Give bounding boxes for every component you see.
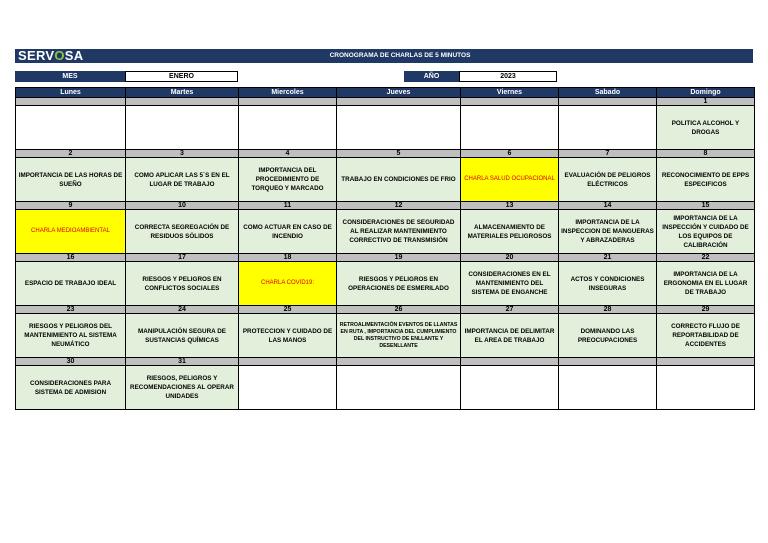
day-number: 7 [559,150,657,158]
day-number: 23 [16,306,126,314]
empty-cell [559,366,657,410]
topic-row [16,262,755,306]
day-number: 18 [239,254,337,262]
day-number: 8 [657,150,755,158]
empty-cell [239,106,337,150]
topic-cell: CORRECTO FLUJO DE REPORTABILIDAD DE ACCIDENTES [657,314,755,358]
logo-text-start: SERV [18,48,55,63]
empty-cell [657,366,755,410]
topic-cell: CHARLA SALUD OCUPACIONAL [461,158,559,202]
weekday-header: Jueves [337,88,461,98]
day-number: 9 [16,202,126,210]
weekday-header-row [16,88,755,98]
day-number [337,358,461,366]
topic-row [16,366,755,410]
day-number [461,358,559,366]
day-number: 15 [657,202,755,210]
weekday-header: Sabado [559,88,657,98]
day-number [657,358,755,366]
day-number: 20 [461,254,559,262]
empty-cell [461,106,559,150]
day-number: 25 [239,306,337,314]
day-number: 16 [16,254,126,262]
day-number [559,358,657,366]
day-number: 2 [16,150,126,158]
day-number: 26 [337,306,461,314]
topic-cell: POLITICA ALCOHOL Y DROGAS [657,106,755,150]
calendar-table [15,87,755,410]
day-number-row [16,254,755,262]
topic-cell: DOMINANDO LAS PREOCUPACIONES [559,314,657,358]
topic-cell: IMPORTANCIA DE LAS HORAS DE SUEÑO [16,158,126,202]
day-number: 5 [337,150,461,158]
topic-cell: PROTECCION Y CUIDADO DE LAS MANOS [239,314,337,358]
weekday-header: Lunes [16,88,126,98]
day-number: 12 [337,202,461,210]
topic-cell: IMPORTANCIA DE LA INSPECCION DE MANGUERAS Y ABRAZADERAS [559,210,657,254]
topic-cell: IMPORTANCIA DE LA INSPECCIÓN Y CUIDADO DE LOS EQUIPOS DE CALIBRACIÓN [657,210,755,254]
topic-cell: COMO ACTUAR EN CASO DE INCENDIO [239,210,337,254]
day-number: 24 [126,306,239,314]
day-number [239,358,337,366]
topic-cell: ESPACIO DE TRABAJO IDEAL [16,262,126,306]
day-number: 27 [461,306,559,314]
empty-cell [337,366,461,410]
day-number [461,98,559,106]
empty-cell [337,106,461,150]
topic-cell: IMPORTANCIA DE DELIMITAR EL AREA DE TRABAJO [461,314,559,358]
day-number-row [16,202,755,210]
topic-cell: IMPORTANCIA DEL PROCEDIMIENTO DE TORQUEO Y MARCADO [239,158,337,202]
logo-text-end: SA [64,48,84,63]
day-number: 3 [126,150,239,158]
topic-cell: RIESGOS Y PELIGROS EN CONFLICTOS SOCIALES [126,262,239,306]
empty-cell [126,106,239,150]
day-number: 11 [239,202,337,210]
day-number: 30 [16,358,126,366]
topic-row [16,210,755,254]
day-number: 21 [559,254,657,262]
topic-cell: RIESGOS, PELIGROS Y RECOMENDACIONES AL OPERAR UNIDADES [126,366,239,410]
day-number: 19 [337,254,461,262]
day-number-row [16,150,755,158]
topic-row [16,158,755,202]
topic-cell: RETROALIMENTACIÓN EVENTOS DE LLANTAS EN RUTA , IMPORTANCIA DEL CUMPLIMIENTO DEL INSTRUCTIVO DE ENLLANTE Y DESENLLANTE [337,314,461,358]
topic-cell: CONSIDERACIONES PARA SISTEMA DE ADMISION [16,366,126,410]
day-number-row [16,358,755,366]
day-number: 14 [559,202,657,210]
weekday-header: Domingo [657,88,755,98]
topic-cell: TRABAJO EN CONDICIONES DE FRIO [337,158,461,202]
topic-cell: CHARLA MEDIOAMBIENTAL [16,210,126,254]
mes-value: ENERO [125,71,238,82]
day-number [126,98,239,106]
day-number: 31 [126,358,239,366]
topic-cell: IMPORTANCIA DE LA ERGONOMIA EN EL LUGAR DE TRABAJO [657,262,755,306]
day-number: 29 [657,306,755,314]
weekday-header: Martes [126,88,239,98]
day-number: 17 [126,254,239,262]
day-number [16,98,126,106]
day-number: 1 [657,98,755,106]
day-number [559,98,657,106]
empty-cell [461,366,559,410]
topic-cell: CONSIDERACIONES EN EL MANTENIMIENTO DEL SISTEMA DE ENGANCHE [461,262,559,306]
topic-cell: RIESGOS Y PELIGROS EN OPERACIONES DE ESMERILADO [337,262,461,306]
logo-text-o: O [54,48,65,63]
anio-value: 2023 [459,71,557,82]
topic-cell: COMO APLICAR LAS 5´S EN EL LUGAR DE TRABAJO [126,158,239,202]
day-number [239,98,337,106]
day-number: 28 [559,306,657,314]
topic-cell: ACTOS Y CONDICIONES INSEGURAS [559,262,657,306]
topic-cell: CONSIDERACIONES DE SEGURIDAD AL REALIZAR MANTENIMIENTO CORRECTIVO DE TRANSMISIÓN [337,210,461,254]
day-number: 4 [239,150,337,158]
day-number-row [16,98,755,106]
document-title: CRONOGRAMA DE CHARLAS DE 5 MINUTOS [329,52,471,59]
topic-cell: ALMACENAMIENTO DE MATERIALES PELIGROSOS [461,210,559,254]
day-number: 10 [126,202,239,210]
topic-cell: EVALUACIÓN DE PELIGROS ELÉCTRICOS [559,158,657,202]
topic-row [16,314,755,358]
topic-cell: RIESGOS Y PELIGROS DEL MANTENIMIENTO AL SISTEMA NEUMÁTICO [16,314,126,358]
weekday-header: Viernes [461,88,559,98]
day-number: 6 [461,150,559,158]
servosa-logo [18,48,83,64]
day-number: 13 [461,202,559,210]
topic-cell: MANIPULACIÓN SEGURA DE SUSTANCIAS QUÍMICAS [126,314,239,358]
empty-cell [559,106,657,150]
empty-cell [239,366,337,410]
empty-cell [16,106,126,150]
topic-row [16,106,755,150]
anio-label: AÑO [404,71,459,82]
topic-cell: RECONOCIMIENTO DE EPPS ESPECIFICOS [657,158,755,202]
day-number [337,98,461,106]
day-number-row [16,306,755,314]
topic-cell: CORRECTA SEGREGACIÓN DE RESIDUOS SÓLIDOS [126,210,239,254]
weekday-header: Miercoles [239,88,337,98]
day-number: 22 [657,254,755,262]
topic-cell: CHARLA COVID19: [239,262,337,306]
mes-label: MES [15,71,125,82]
